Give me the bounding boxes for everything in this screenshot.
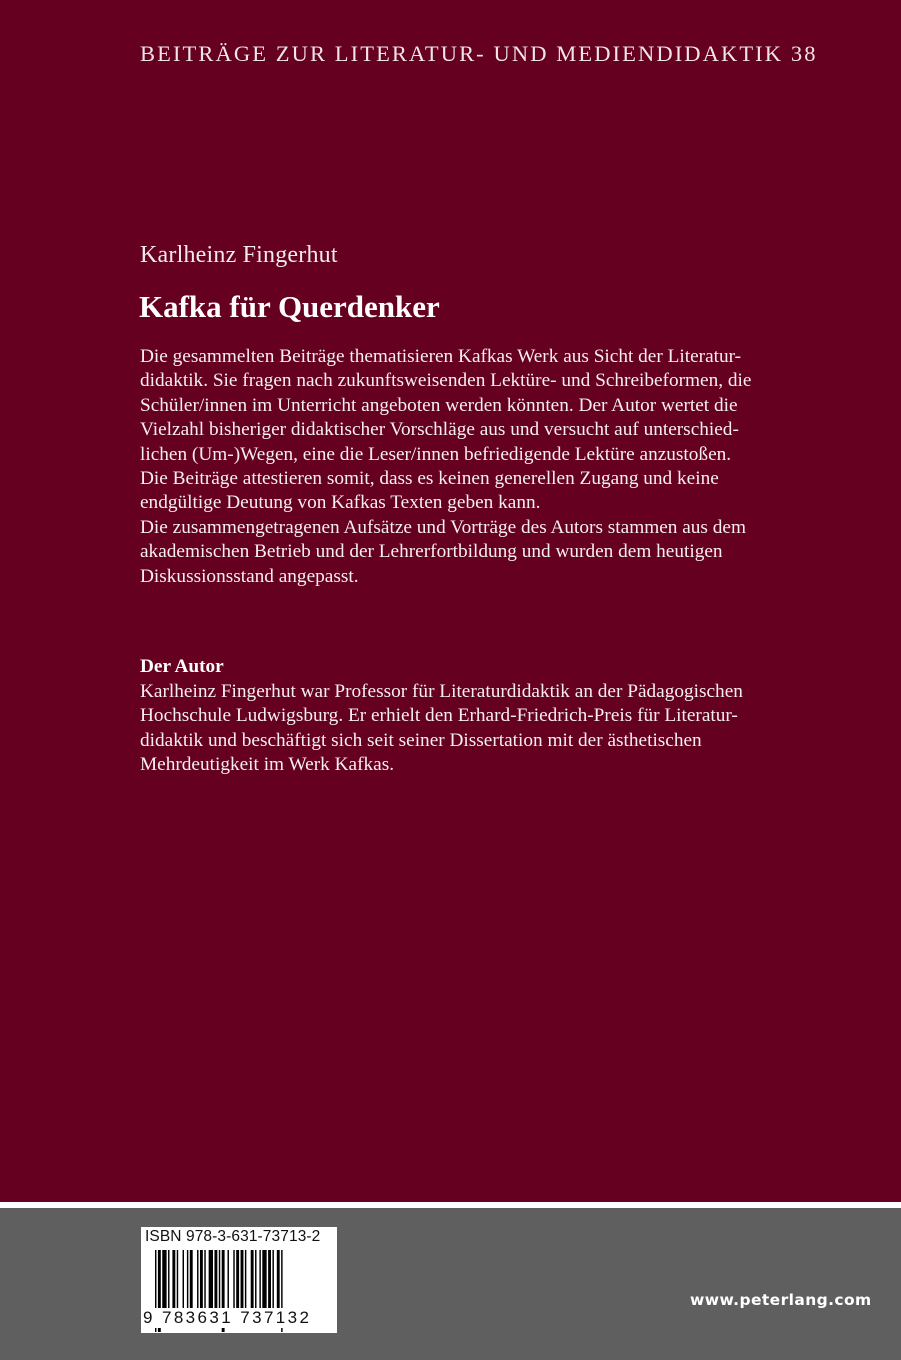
barcode-bar: [187, 1250, 188, 1310]
series-title: BEITRÄGE ZUR LITERATUR- UND MEDIENDIDAKTIK 38: [140, 41, 818, 66]
barcode-bar: [162, 1250, 166, 1310]
barcode-bar: [233, 1250, 234, 1310]
isbn-barcode: [141, 1227, 337, 1333]
barcode-bar: [200, 1250, 203, 1310]
description-line: Die gesammelten Beiträge thematisieren Kafkas Werk aus Sicht der Literatur-: [140, 346, 742, 367]
barcode-bar: [272, 1250, 273, 1310]
barcode-bar: [219, 1250, 220, 1310]
barcode-bar: [268, 1250, 271, 1310]
description-line: lichen (Um-)Wegen, eine die Leser/innen befriedigende Lektüre anzustoßen.: [140, 443, 732, 465]
description-line: endgültige Deutung von Kafkas Texten geben kann.: [140, 492, 541, 514]
description-line: Diskussionsstand angepasst.: [140, 565, 359, 587]
book-title: Kafka für Querdenker: [139, 289, 440, 324]
barcode-bar: [236, 1250, 239, 1310]
barcode-bar: [209, 1250, 213, 1310]
description-line: akademischen Betrieb und der Lehrerfortbildung und wurden dem heutigen: [140, 541, 723, 563]
description-line: didaktik. Sie fragen nach zukunftsweisenden Lektüre- und Schreibeformen, die: [140, 370, 752, 392]
book-description: [140, 345, 860, 589]
barcode-bar: [255, 1250, 256, 1310]
barcode-bar: [214, 1250, 217, 1310]
description-line: Die Beiträge attestieren somit, dass es keinen generellen Zugang und keine: [140, 468, 719, 490]
about-line: Hochschule Ludwigsburg. Er erhielt den Erhard-Friedrich-Preis für Literatur-: [140, 705, 738, 727]
author-name: Karlheinz Fingerhut: [140, 242, 338, 268]
about-line: Mehrdeutigkeit im Werk Kafkas.: [140, 754, 395, 776]
barcode-bar: [197, 1250, 198, 1310]
description-line: Die zusammengetragenen Aufsätze und Vorträge des Autors stammen aus dem: [140, 516, 746, 538]
barcode-bar: [245, 1250, 246, 1310]
barcode-bar: [251, 1250, 254, 1310]
barcode-bar: [228, 1250, 229, 1310]
description-line: Vielzahl bisheriger didaktischer Vorschläge aus und versucht auf unterschied-: [140, 419, 739, 441]
barcode-bar: [241, 1250, 244, 1310]
barcode-bar: [183, 1250, 184, 1310]
isbn-label: ISBN 978-3-631-73713-2: [145, 1228, 321, 1245]
about-author-heading: Der Autor: [140, 656, 224, 677]
barcode-bar: [190, 1250, 193, 1310]
barcode-digits: 9 783631 737132: [143, 1308, 335, 1328]
about-author-text: [140, 680, 860, 778]
publisher-website[interactable]: www.peterlang.com: [690, 1291, 872, 1309]
barcode-bar: [259, 1250, 260, 1310]
about-line: didaktik und beschäftigt sich seit seiner Dissertation mit der ästhetischen: [140, 729, 702, 751]
barcode-bar: [177, 1250, 178, 1310]
barcode-bar: [204, 1250, 205, 1310]
barcode-bar: [168, 1250, 169, 1310]
description-line: Schüler/innen im Unterricht angeboten werden könnten. Der Autor wertet die: [140, 394, 738, 416]
about-line: Karlheinz Fingerhut war Professor für Literaturdidaktik an der Pädagogischen: [140, 681, 743, 702]
barcode-bar: [172, 1250, 175, 1310]
footer-band: [0, 1208, 901, 1360]
barcode-bar: [277, 1250, 280, 1310]
barcode-bar: [262, 1250, 266, 1310]
